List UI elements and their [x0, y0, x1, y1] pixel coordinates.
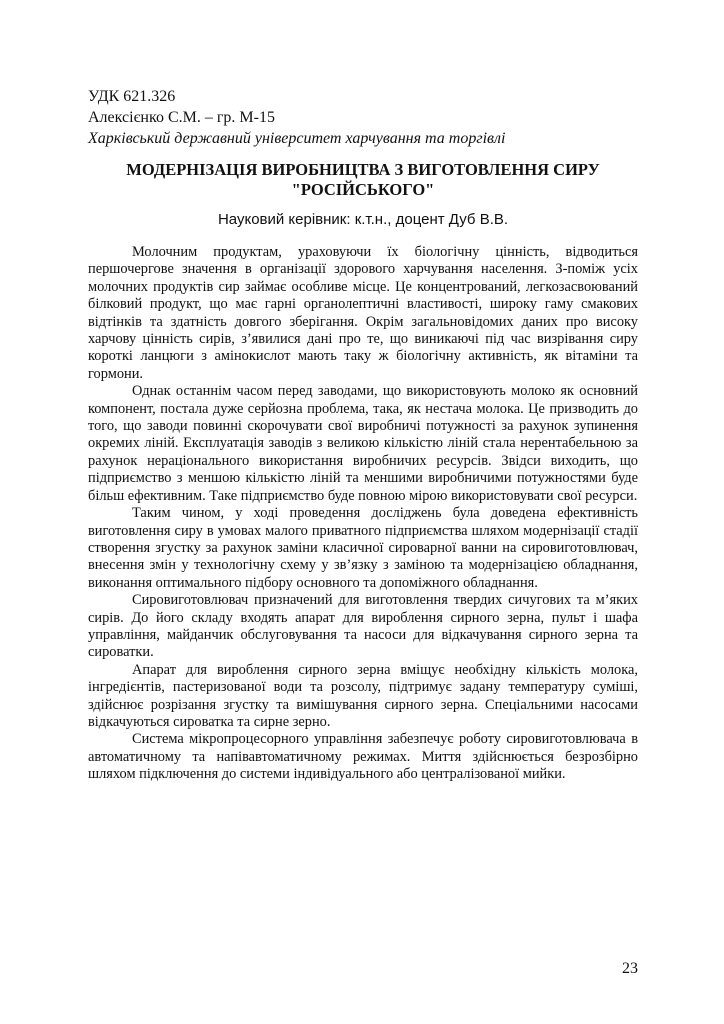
article-header — [88, 86, 505, 149]
author-line: Алексієнко С.М. – гр. М-15 — [88, 109, 275, 126]
article-title: МОДЕРНІЗАЦІЯ ВИРОБНИЦТВА З ВИГОТОВЛЕННЯ СИРУ "РОСІЙСЬКОГО" — [126, 160, 600, 199]
paragraph: Таким чином, у ході проведення досліджень була доведена ефективність виготовлення сиру в умовах малого приватного підприємства шляхом модернізації стадії створення згустку за рахунок заміни класичної сироварної ванни на сировиготовлювач, внесення змін у технологічну схему у зв’язку з заміною та модернізацією обладнання, виконання оптимального підбору основного та допоміжного обладнання. — [88, 505, 638, 591]
paragraph: Система мікропроцесорного управління забезпечує роботу сировиготовлювача в автоматичному та напівавтоматичному режимах. Миття здійснюється безрозбірно шляхом підключення до системи індивідуального або централізованої мийки. — [88, 731, 638, 783]
page-number: 23 — [622, 960, 638, 977]
paragraph: Сировиготовлювач призначений для виготовлення твердих сичугових та м’яких сирів. До його складу входять апарат для вироблення сирного зерна, пульт і шафа управління, майданчик обслуговування та насоси для відкачування сирного зерна та сироватки. — [88, 592, 638, 661]
paragraph: Апарат для вироблення сирного зерна вміщує необхідну кількість молока, інгредієнтів, пастеризованої води та розсолу, підтримує задану температуру суміші, здійснює розрізання згустку та вимішування сирного зерна. Спеціальними насосами відкачуються сироватка та сирне зерно. — [88, 661, 638, 730]
paragraph: Однак останнім часом перед заводами, що використовують молоко як основний компонент, постала дуже серйозна проблема, така, як нестача молока. Це призводить до того, що заводи повинні скорочувати свої виробничі потужності за рахунок зупинення окремих ліній. Експлуатація заводів з великою кількістю ліній стала нерентабельною за рахунок нераціонального використання виробничих ресурсів. Звідси виходить, що підприємство з меншою кількістю ліній та меншими виробничими потужностями буде більш ефективним. Таке підприємство буде повною мірою використовувати свої ресурси. — [88, 383, 638, 504]
scientific-supervisor: Науковий керівник: к.т.н., доцент Дуб В.В. — [217, 211, 509, 228]
article-body — [88, 244, 638, 784]
paragraph: Молочним продуктам, ураховуючи їх біологічну цінність, відводиться першочергове значення в організації здорового харчування населення. З-поміж усіх молочних продуктів сир займає особливе місце. Це концентрований, легкозасвоюваний білковий продукт, що має гарні органолептичні властивості, широку гаму смакових відтінків та здатність довгого зберігання. Окрім загальновідомих даних про високу харчову цінність сирів, з’явилися дані про те, що виникаючі під час визрівання сиру короткі ланцюги з амінокислот мають таку ж біологічну активність, як вітаміни та гормони. — [88, 244, 638, 382]
affiliation: Харківський державний університет харчування та торгівлі — [88, 130, 506, 147]
udc-code: УДК 621.326 — [88, 88, 176, 105]
